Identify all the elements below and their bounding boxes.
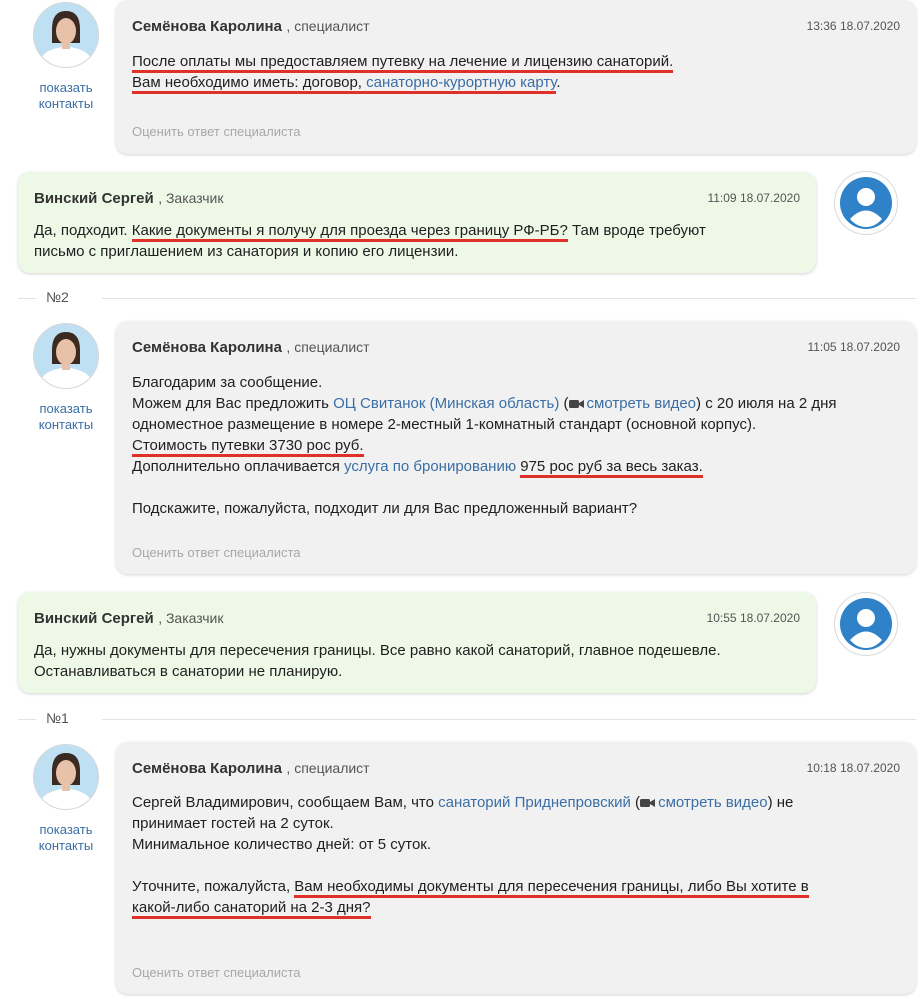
customer-avatar-icon — [834, 171, 898, 235]
text-span: Уточните, пожалуйста, — [132, 878, 295, 895]
text-span: Вам необходимо иметь: договор, — [132, 74, 367, 91]
message-text — [132, 51, 902, 93]
author-role: , Заказчик — [158, 610, 224, 626]
text-line: Минимальное количество дней: от 5 суток. — [132, 836, 432, 853]
video-camera-icon — [569, 399, 585, 409]
rate-answer-link[interactable]: Оценить ответ специалиста — [132, 124, 301, 139]
watch-video-link[interactable]: смотреть видео — [658, 794, 768, 811]
message-bubble — [18, 172, 816, 273]
message-bubble — [116, 321, 916, 574]
author-name: Семёнова Каролина — [132, 760, 282, 777]
message-bubble — [116, 0, 916, 154]
message-text — [34, 640, 802, 682]
spacer — [132, 477, 902, 498]
resort-card-link[interactable]: санаторно-курортную карту — [366, 74, 557, 91]
text-span: ( — [559, 395, 569, 412]
author-role: , специалист — [286, 339, 370, 355]
message-text — [132, 792, 902, 918]
message-date: 11:09 18.07.2020 — [707, 191, 800, 205]
text-span: Сергей Владимирович, сообщаем Вам, что — [132, 794, 439, 811]
text-span: Дополнительно оплачивается — [132, 458, 345, 475]
watch-video-link[interactable]: смотреть видео — [586, 395, 697, 412]
author-role: , специалист — [286, 18, 370, 34]
text-line: Останавливаться в санатории не планирую. — [34, 663, 343, 680]
text-line: Подскажите, пожалуйста, подходит ли для Вас предложенный вариант? — [132, 500, 638, 517]
show-contacts-link[interactable] — [16, 822, 116, 854]
author-role: , Заказчик — [158, 190, 224, 206]
text-span: Да, подходит. — [34, 222, 132, 239]
booking-service-link[interactable]: услуга по бронированию — [344, 458, 517, 475]
highlighted-text: Вам необходимы документы для пересечения границы, либо Вы хотите в — [294, 878, 808, 898]
customer-avatar-icon — [834, 592, 898, 656]
message-bubble — [18, 592, 816, 693]
highlighted-text: какой-либо санаторий на 2-3 дня? — [132, 899, 371, 919]
text-span: ( — [630, 794, 641, 811]
author-name: Семёнова Каролина — [132, 18, 282, 35]
message-text — [132, 372, 902, 519]
thread-separator — [18, 289, 916, 305]
message-date: 11:05 18.07.2020 — [807, 340, 900, 354]
rate-answer-link[interactable]: Оценить ответ специалиста — [132, 965, 301, 980]
text-span: . — [556, 74, 561, 91]
highlighted-text: 975 рос руб за весь заказ. — [520, 458, 703, 478]
sanatorium-link[interactable]: санаторий Приднепровский — [438, 794, 631, 811]
text-span: ) не — [767, 794, 794, 811]
message-header — [34, 610, 800, 630]
rate-answer-link[interactable]: Оценить ответ специалиста — [132, 545, 301, 560]
text-line: одноместное размещение в номере 2-местный 1-комнатный стандарт (основной корпус). — [132, 416, 757, 433]
highlighted-text — [132, 74, 556, 94]
show-contacts-line1[interactable]: показать — [39, 401, 93, 416]
text-span: Можем для Вас предложить — [132, 395, 334, 412]
message-text — [34, 220, 802, 262]
text-span: ) с 20 июля на 2 дня — [696, 395, 837, 412]
spacer — [132, 855, 902, 876]
divider — [18, 298, 36, 299]
avatar[interactable] — [33, 323, 99, 389]
text-line: Да, нужны документы для пересечения границы. Все равно какой санаторий, главное подешевле. — [34, 642, 721, 659]
message-header — [132, 760, 900, 780]
author-role: , специалист — [286, 760, 370, 776]
show-contacts-line2[interactable]: контакты — [38, 838, 94, 853]
author-name: Винский Сергей — [34, 190, 154, 207]
avatar[interactable] — [33, 2, 99, 68]
video-camera-icon — [640, 798, 656, 808]
specialist-avatar-block — [16, 744, 116, 854]
show-contacts-link[interactable] — [16, 401, 116, 433]
show-contacts-line2[interactable]: контакты — [38, 417, 94, 432]
text-line: письмо с приглашением из санатория и копию его лицензии. — [34, 243, 459, 260]
show-contacts-line2[interactable]: контакты — [38, 96, 94, 111]
divider — [102, 298, 916, 299]
specialist-avatar-block — [16, 2, 116, 112]
show-contacts-line1[interactable]: показать — [39, 80, 93, 95]
divider — [18, 719, 36, 720]
divider — [102, 719, 916, 720]
message-date: 10:18 18.07.2020 — [806, 761, 900, 775]
author-name: Винский Сергей — [34, 610, 154, 627]
highlighted-text: Какие документы я получу для проезда через границу РФ-РБ? — [132, 222, 568, 242]
text-line: Благодарим за сообщение. — [132, 374, 323, 391]
message-header — [132, 18, 900, 38]
show-contacts-line1[interactable]: показать — [39, 822, 93, 837]
separator-number: №1 — [46, 710, 69, 726]
highlighted-text: Стоимость путевки 3730 рос руб. — [132, 437, 364, 457]
message-header — [34, 190, 800, 210]
author-name: Семёнова Каролина — [132, 339, 282, 356]
message-header — [132, 339, 900, 359]
message-date: 13:36 18.07.2020 — [806, 19, 900, 33]
show-contacts-link[interactable] — [16, 80, 116, 112]
separator-number: №2 — [46, 289, 69, 305]
specialist-avatar-block — [16, 323, 116, 433]
text-span: Там вроде требуют — [567, 222, 706, 239]
thread-separator — [18, 710, 916, 726]
highlighted-text: После оплаты мы предоставляем путевку на лечение и лицензию санаторий. — [132, 53, 673, 73]
message-bubble — [116, 742, 916, 994]
avatar[interactable] — [33, 744, 99, 810]
text-line: принимает гостей на 2 суток. — [132, 815, 334, 832]
message-date: 10:55 18.07.2020 — [706, 611, 800, 625]
resort-link[interactable]: ОЦ Свитанок (Минская область) — [333, 395, 560, 412]
